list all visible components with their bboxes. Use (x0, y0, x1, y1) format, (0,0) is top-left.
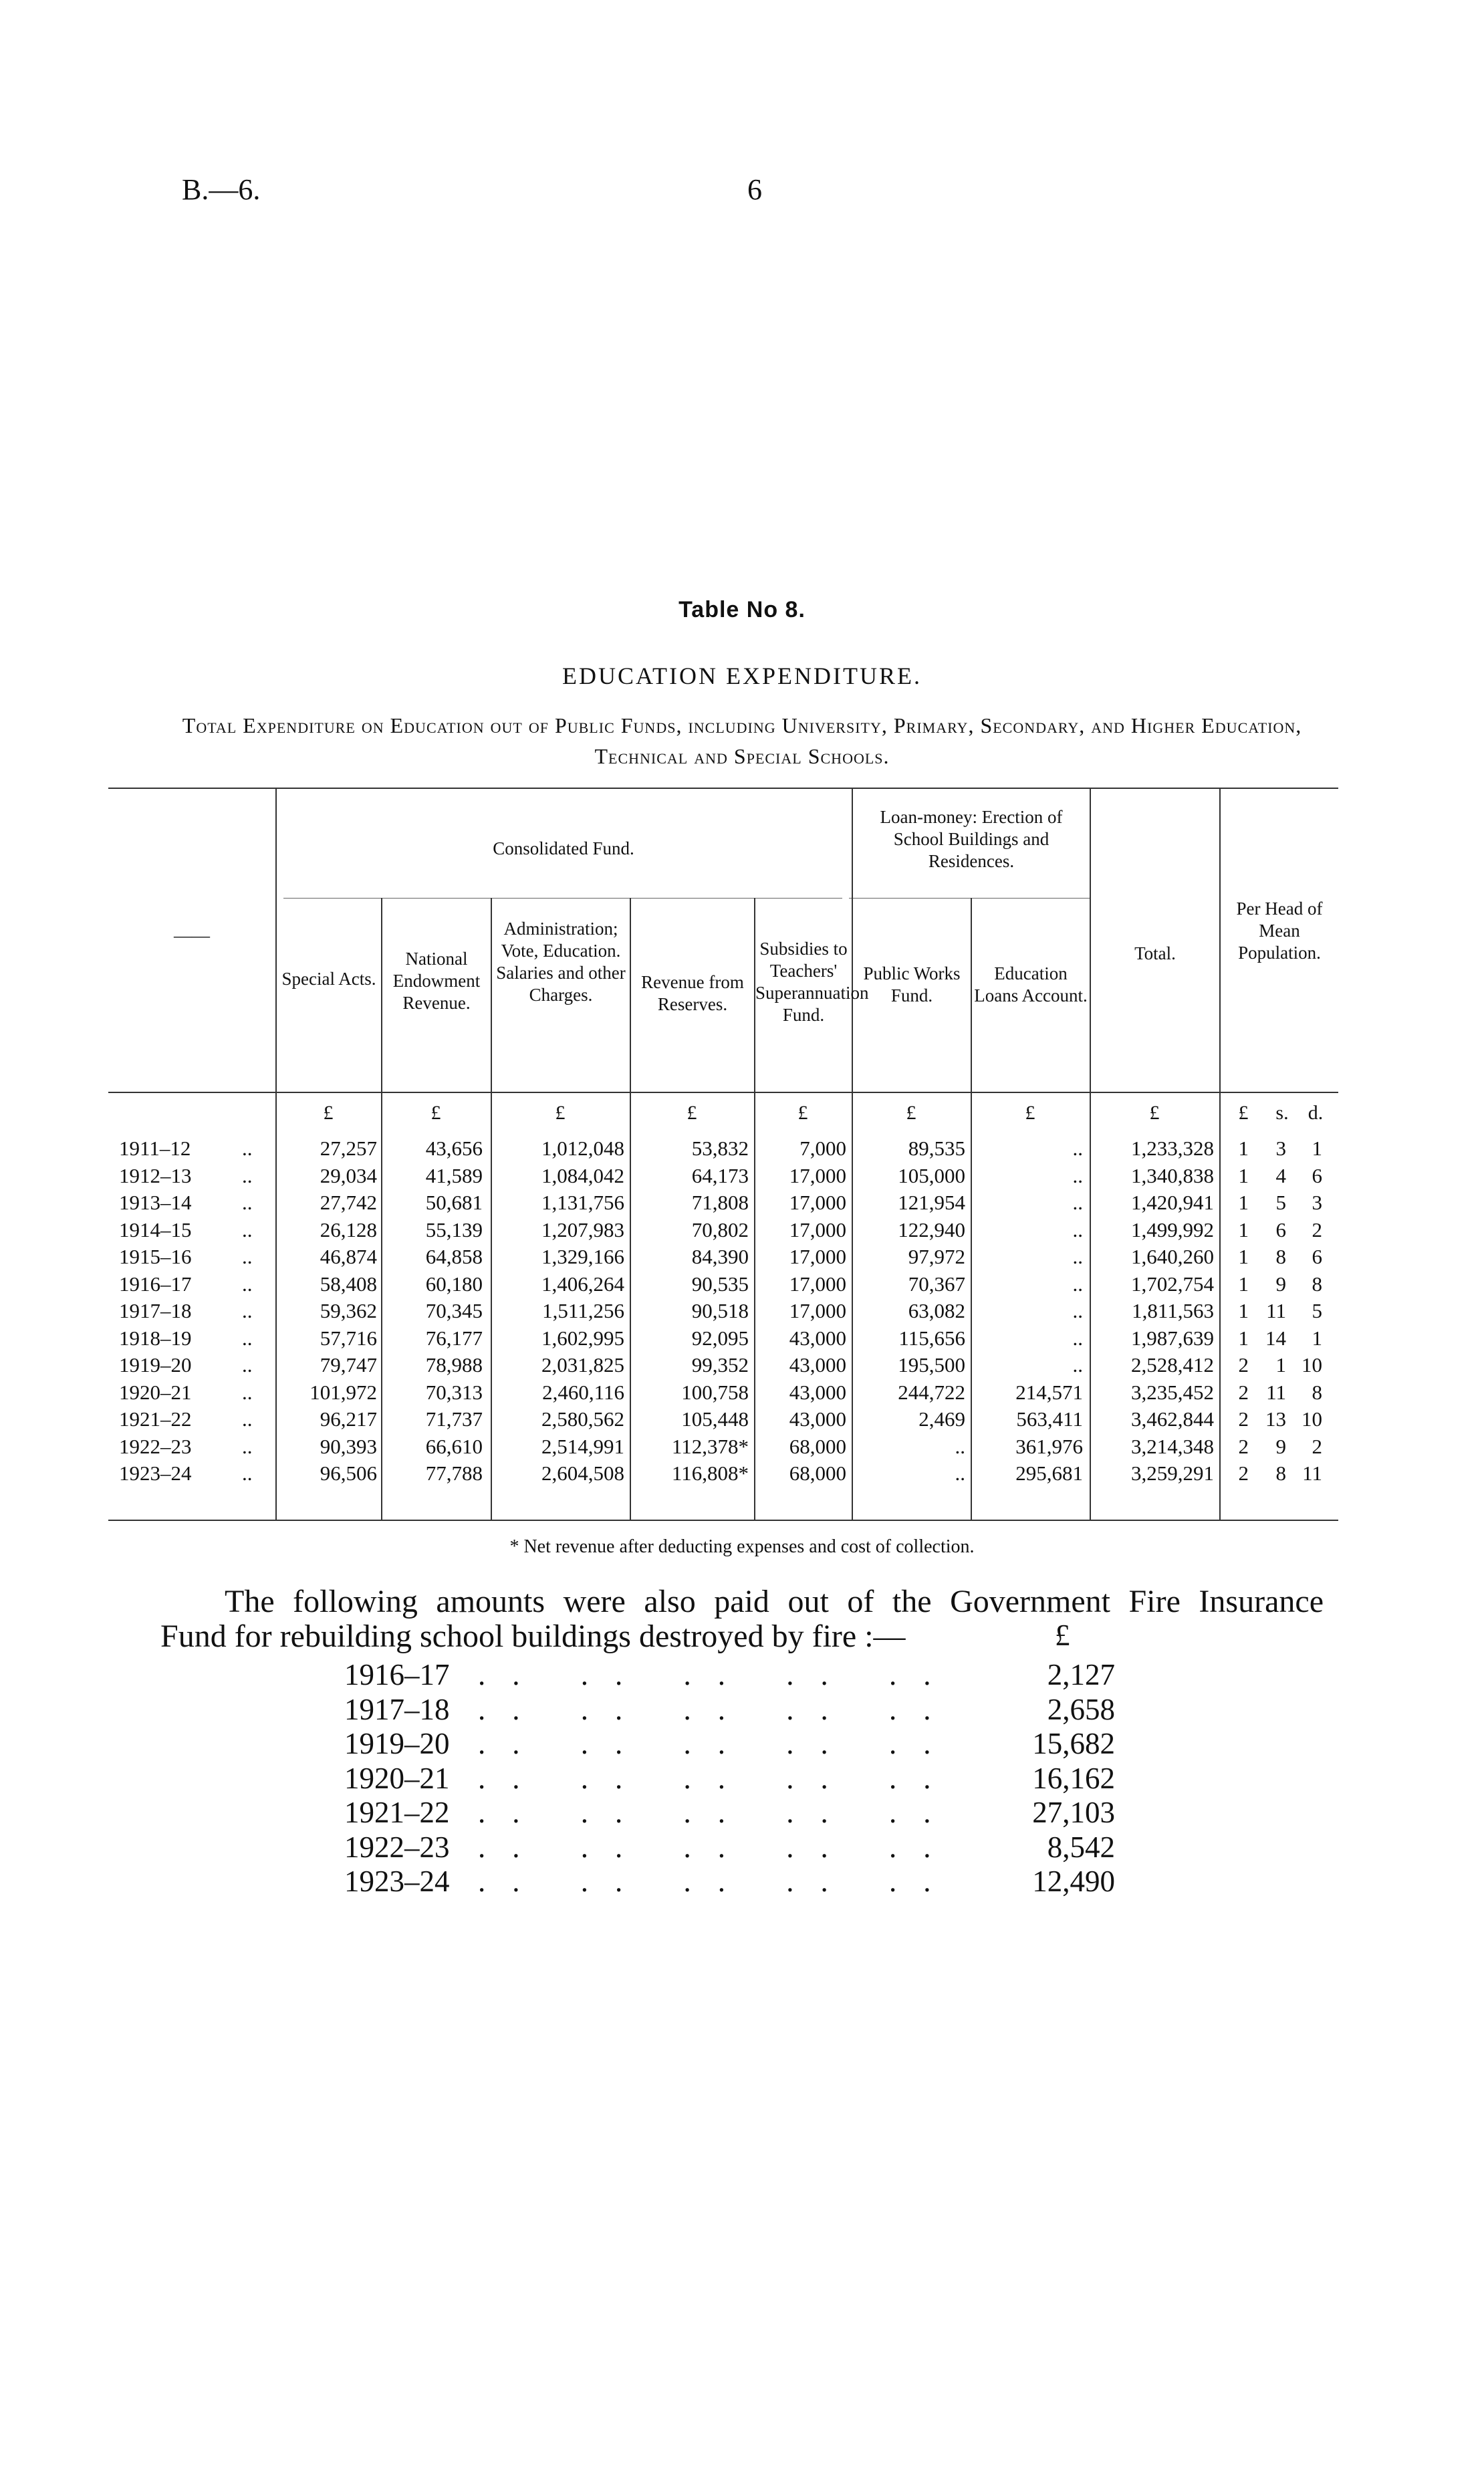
fire-fund-row (0, 1727, 1484, 1762)
table-title: Table No 8. (678, 597, 806, 622)
fire-fund-row (0, 1693, 1484, 1728)
cell-public-works: 97,972 (908, 1245, 965, 1268)
cell-per-head-s: 11 (1266, 1299, 1286, 1322)
cell-per-head-d: 8 (1312, 1380, 1322, 1404)
cell-public-works: 115,656 (898, 1326, 965, 1350)
cell-per-head-s: 5 (1275, 1191, 1286, 1214)
cell-reserves: 53,832 (691, 1137, 749, 1160)
unit-pound: £ (1025, 1102, 1035, 1124)
fire-year: 1917–18 (344, 1692, 450, 1726)
cell-special: 101,972 (310, 1380, 377, 1404)
table-bottom-rule (108, 1520, 1338, 1521)
cell-reserves: 92,095 (691, 1326, 749, 1350)
fire-year: 1923–24 (344, 1865, 450, 1898)
cell-admin: 1,329,166 (541, 1245, 624, 1268)
cell-per-head-s: 9 (1275, 1272, 1286, 1296)
cell-total: 2,528,412 (1131, 1353, 1214, 1377)
row-year: 1921–22 (119, 1407, 192, 1431)
cell-loans: .. (1072, 1217, 1083, 1241)
row-year: 1920–21 (119, 1380, 192, 1404)
cell-national: 78,988 (425, 1353, 483, 1377)
fire-fund-row (0, 1796, 1484, 1830)
cell-per-head-l: 1 (1238, 1272, 1249, 1296)
cell-per-head-s: 14 (1265, 1326, 1286, 1350)
unit-pound: £ (1238, 1102, 1249, 1124)
cell-total: 1,987,639 (1131, 1326, 1214, 1350)
cell-national: 50,681 (425, 1191, 483, 1214)
table-row (108, 1379, 1338, 1407)
cell-per-head-l: 2 (1238, 1434, 1249, 1458)
fire-fund-list (0, 1658, 1484, 1899)
cell-total: 3,259,291 (1131, 1461, 1214, 1485)
row-year: 1918–19 (119, 1326, 192, 1350)
cell-national: 70,313 (425, 1380, 483, 1404)
table-description: Total Expenditure on Education out of Public Funds, including University, Primary, Secondary, and Higher Education, Technical and Special Schools. (182, 713, 1302, 768)
revenue-reserves-header: Revenue from Reserves. (641, 972, 744, 1014)
row-leader-dots: .. (242, 1407, 253, 1431)
table-row (108, 1460, 1338, 1488)
consolidated-group-rule (283, 898, 842, 899)
cell-per-head-d: 6 (1312, 1245, 1322, 1268)
row-leader-dots: .. (242, 1163, 253, 1187)
row-leader-dots: .. (242, 1191, 253, 1214)
fire-amount: 27,103 (1032, 1796, 1115, 1829)
public-works-header: Public Works Fund. (863, 963, 961, 1005)
cell-public-works: 2,469 (918, 1407, 965, 1431)
cell-national: 43,656 (425, 1137, 483, 1160)
cell-loans: .. (1072, 1245, 1083, 1268)
fire-unit-pound: £ (1055, 1619, 1070, 1652)
cell-subsidies: 68,000 (789, 1461, 846, 1485)
cell-admin: 1,012,048 (541, 1137, 624, 1160)
cell-per-head-l: 1 (1238, 1217, 1249, 1241)
cell-subsidies: 17,000 (789, 1299, 846, 1322)
cell-loans: .. (1072, 1272, 1083, 1296)
fire-year: 1922–23 (344, 1830, 450, 1864)
fire-leader-dots: .. .. .. .. .. (478, 1796, 958, 1829)
cell-subsidies: 7,000 (799, 1137, 846, 1160)
table-row (108, 1217, 1338, 1244)
cell-loans: .. (1072, 1137, 1083, 1160)
cell-public-works: 89,535 (908, 1137, 965, 1160)
cell-loans: 563,411 (1016, 1407, 1083, 1431)
cell-per-head-s: 13 (1265, 1407, 1286, 1431)
unit-pound: £ (797, 1102, 808, 1124)
national-endowment-header: National Endowment Revenue. (392, 949, 481, 1013)
cell-subsidies: 43,000 (789, 1380, 846, 1404)
cell-per-head-s: 8 (1275, 1461, 1286, 1485)
cell-per-head-d: 10 (1302, 1407, 1322, 1431)
cell-admin: 1,131,756 (541, 1191, 624, 1214)
cell-public-works: 70,367 (908, 1272, 965, 1296)
unit-shillings: s. (1275, 1102, 1289, 1124)
cell-subsidies: 17,000 (789, 1163, 846, 1187)
cell-admin: 2,031,825 (541, 1353, 624, 1377)
cell-loans: 295,681 (1015, 1461, 1083, 1485)
cell-national: 64,858 (425, 1245, 483, 1268)
fire-amount: 12,490 (1032, 1865, 1115, 1898)
paragraph-line: Fund for rebuilding school buildings destroyed by fire :— (160, 1619, 906, 1654)
cell-loans: 361,976 (1015, 1434, 1083, 1458)
cell-per-head-s: 11 (1266, 1380, 1286, 1404)
cell-subsidies: 17,000 (789, 1272, 846, 1296)
table-row (108, 1271, 1338, 1298)
fire-amount: 16,162 (1032, 1761, 1115, 1795)
cell-public-works: .. (955, 1434, 965, 1458)
cell-admin: 2,580,562 (541, 1407, 624, 1431)
cell-public-works: 244,722 (898, 1380, 965, 1404)
row-year: 1922–23 (119, 1434, 192, 1458)
cell-special: 27,257 (320, 1137, 377, 1160)
cell-per-head-l: 1 (1238, 1245, 1249, 1268)
row-leader-dots: .. (242, 1461, 253, 1485)
cell-per-head-d: 10 (1302, 1353, 1322, 1377)
fire-leader-dots: .. .. .. .. .. (478, 1830, 958, 1864)
education-loans-header: Education Loans Account. (974, 963, 1088, 1005)
cell-admin: 1,207,983 (541, 1217, 624, 1241)
fire-leader-dots: .. .. .. .. .. (478, 1865, 958, 1898)
cell-per-head-s: 6 (1275, 1217, 1286, 1241)
row-year: 1916–17 (119, 1272, 192, 1296)
cell-reserves: 64,173 (691, 1163, 749, 1187)
unit-pound: £ (430, 1102, 441, 1124)
cell-reserves: 105,448 (681, 1407, 749, 1431)
cell-per-head-s: 9 (1275, 1434, 1286, 1458)
page-number: 6 (747, 173, 762, 206)
cell-per-head-d: 2 (1312, 1217, 1322, 1241)
table-row (108, 1244, 1338, 1271)
cell-reserves: 100,758 (681, 1380, 749, 1404)
cell-total: 3,214,348 (1131, 1434, 1214, 1458)
cell-special: 46,874 (320, 1245, 377, 1268)
cell-per-head-l: 1 (1238, 1163, 1249, 1187)
fire-leader-dots: .. .. .. .. .. (478, 1658, 958, 1691)
unit-pence: d. (1308, 1102, 1324, 1124)
page-reference: B.—6. (182, 173, 261, 206)
cell-per-head-d: 8 (1312, 1272, 1322, 1296)
total-header: Total. (1134, 943, 1176, 963)
table-row (108, 1135, 1338, 1163)
cell-per-head-d: 1 (1312, 1326, 1322, 1350)
cell-reserves: 116,808* (671, 1461, 749, 1485)
row-leader-dots: .. (242, 1434, 253, 1458)
cell-special: 79,747 (320, 1353, 377, 1377)
loan-group-rule (849, 898, 1090, 899)
cell-special: 59,362 (320, 1299, 377, 1322)
table-row (108, 1189, 1338, 1217)
cell-public-works: 121,954 (898, 1191, 965, 1214)
cell-admin: 1,406,264 (541, 1272, 624, 1296)
cell-per-head-d: 1 (1312, 1137, 1322, 1160)
row-year: 1915–16 (119, 1245, 192, 1268)
cell-total: 1,340,838 (1131, 1163, 1214, 1187)
unit-pound: £ (323, 1102, 334, 1124)
row-year: 1914–15 (119, 1217, 192, 1241)
paragraph-line: The following amounts were also paid out of the Government Fire Insurance (225, 1584, 1324, 1619)
fire-year: 1916–17 (344, 1658, 450, 1691)
table-row (108, 1352, 1338, 1379)
fire-amount: 8,542 (1047, 1830, 1115, 1864)
cell-national: 60,180 (425, 1272, 483, 1296)
cell-per-head-l: 1 (1238, 1137, 1249, 1160)
cell-subsidies: 43,000 (789, 1353, 846, 1377)
cell-total: 1,233,328 (1131, 1137, 1214, 1160)
row-year: 1919–20 (119, 1353, 192, 1377)
row-leader-dots: .. (242, 1272, 253, 1296)
cell-admin: 1,084,042 (541, 1163, 624, 1187)
table-row (108, 1433, 1338, 1461)
row-leader-dots: .. (242, 1326, 253, 1350)
table-body (108, 1135, 1338, 1488)
cell-per-head-s: 8 (1275, 1245, 1286, 1268)
cell-total: 1,640,260 (1131, 1245, 1214, 1268)
cell-per-head-d: 3 (1312, 1191, 1322, 1214)
per-head-header: Per Head of Mean Population. (1236, 899, 1323, 963)
cell-subsidies: 68,000 (789, 1434, 846, 1458)
row-leader-dots: .. (242, 1137, 253, 1160)
fire-leader-dots: .. .. .. .. .. (478, 1692, 958, 1726)
row-year: 1923–24 (119, 1461, 192, 1485)
administration-header: Administration; Vote, Education. Salaries and other Charges. (496, 919, 626, 1005)
cell-total: 1,811,563 (1132, 1299, 1214, 1322)
cell-public-works: .. (955, 1461, 965, 1485)
cell-special: 27,742 (320, 1191, 377, 1214)
cell-admin: 1,511,256 (542, 1299, 624, 1322)
table-row (108, 1406, 1338, 1433)
cell-reserves: 112,378* (671, 1434, 749, 1458)
cell-special: 90,393 (320, 1434, 377, 1458)
row-year: 1911–12 (119, 1137, 191, 1160)
fire-fund-row (0, 1762, 1484, 1796)
fire-fund-row (0, 1830, 1484, 1865)
cell-per-head-l: 1 (1238, 1191, 1249, 1214)
cell-admin: 2,604,508 (541, 1461, 624, 1485)
cell-special: 58,408 (320, 1272, 377, 1296)
cell-loans: .. (1072, 1299, 1083, 1322)
cell-public-works: 195,500 (898, 1353, 965, 1377)
row-leader-dots: .. (242, 1353, 253, 1377)
cell-loans: .. (1072, 1326, 1083, 1350)
row-year: 1913–14 (119, 1191, 192, 1214)
cell-total: 3,235,452 (1131, 1380, 1214, 1404)
cell-national: 76,177 (425, 1326, 483, 1350)
cell-reserves: 70,802 (691, 1217, 749, 1241)
unit-pound: £ (687, 1102, 697, 1124)
cell-loans: .. (1072, 1353, 1083, 1377)
cell-subsidies: 43,000 (789, 1326, 846, 1350)
consolidated-fund-header: Consolidated Fund. (493, 838, 634, 858)
cell-national: 77,788 (425, 1461, 483, 1485)
cell-per-head-d: 2 (1312, 1434, 1322, 1458)
cell-admin: 2,514,991 (541, 1434, 624, 1458)
unit-pound: £ (1149, 1102, 1160, 1124)
cell-subsidies: 43,000 (789, 1407, 846, 1431)
cell-loans: .. (1072, 1191, 1083, 1214)
fire-amount: 2,658 (1047, 1692, 1115, 1726)
cell-subsidies: 17,000 (789, 1191, 846, 1214)
cell-per-head-l: 1 (1238, 1326, 1249, 1350)
special-acts-header: Special Acts. (281, 969, 376, 989)
cell-per-head-l: 2 (1238, 1407, 1249, 1431)
cell-total: 3,462,844 (1131, 1407, 1214, 1431)
row-year: 1912–13 (119, 1163, 192, 1187)
cell-subsidies: 17,000 (789, 1217, 846, 1241)
cell-loans: 214,571 (1015, 1380, 1083, 1404)
cell-per-head-s: 1 (1275, 1353, 1286, 1377)
fire-year: 1921–22 (344, 1796, 450, 1829)
subsidies-header: Subsidies to Teachers' Superannuation Fund. (755, 939, 869, 1025)
row-leader-dots: .. (242, 1299, 253, 1322)
row-leader-dots: .. (242, 1217, 253, 1241)
cell-total: 1,702,754 (1131, 1272, 1214, 1296)
cell-national: 41,589 (425, 1163, 483, 1187)
row-leader-dots: .. (242, 1380, 253, 1404)
cell-national: 55,139 (425, 1217, 483, 1241)
cell-total: 1,420,941 (1131, 1191, 1214, 1214)
cell-national: 66,610 (425, 1434, 483, 1458)
cell-per-head-d: 6 (1312, 1163, 1322, 1187)
cell-reserves: 99,352 (691, 1353, 749, 1377)
fire-amount: 2,127 (1047, 1658, 1115, 1691)
header-bottom-rule (108, 1092, 1338, 1093)
cell-per-head-s: 4 (1275, 1163, 1286, 1187)
cell-per-head-l: 2 (1238, 1353, 1249, 1377)
cell-national: 71,737 (425, 1407, 483, 1431)
fire-year: 1919–20 (344, 1727, 450, 1760)
fire-year: 1920–21 (344, 1761, 450, 1795)
cell-subsidies: 17,000 (789, 1245, 846, 1268)
cell-public-works: 105,000 (898, 1163, 965, 1187)
cell-special: 96,217 (320, 1407, 377, 1431)
cell-loans: .. (1072, 1163, 1083, 1187)
table-row (108, 1163, 1338, 1190)
table-row (108, 1298, 1338, 1325)
stub-header: —— (174, 925, 210, 945)
footnote: * Net revenue after deducting expenses and cost of collection. (509, 1536, 975, 1557)
cell-total: 1,499,992 (1131, 1217, 1214, 1241)
cell-per-head-d: 11 (1302, 1461, 1322, 1485)
cell-public-works: 122,940 (898, 1217, 965, 1241)
cell-reserves: 71,808 (691, 1191, 749, 1214)
cell-admin: 1,602,995 (541, 1326, 624, 1350)
unit-pound: £ (555, 1102, 566, 1124)
unit-pound: £ (906, 1102, 916, 1124)
cell-reserves: 84,390 (691, 1245, 749, 1268)
fire-leader-dots: .. .. .. .. .. (478, 1761, 958, 1795)
fire-fund-row (0, 1658, 1484, 1693)
cell-per-head-l: 2 (1238, 1380, 1249, 1404)
cell-special: 96,506 (320, 1461, 377, 1485)
loan-money-header: Loan-money: Erection of School Buildings and Residences. (880, 807, 1063, 871)
cell-per-head-s: 3 (1275, 1137, 1286, 1160)
cell-per-head-l: 2 (1238, 1461, 1249, 1485)
cell-national: 70,345 (425, 1299, 483, 1322)
cell-per-head-l: 1 (1238, 1299, 1249, 1322)
fire-fund-row (0, 1865, 1484, 1899)
row-year: 1917–18 (119, 1299, 192, 1322)
cell-reserves: 90,518 (691, 1299, 749, 1322)
cell-special: 57,716 (320, 1326, 377, 1350)
cell-special: 26,128 (320, 1217, 377, 1241)
table-top-rule (108, 788, 1338, 789)
table-subtitle: EDUCATION EXPENDITURE. (562, 663, 922, 689)
row-leader-dots: .. (242, 1245, 253, 1268)
cell-admin: 2,460,116 (542, 1380, 624, 1404)
cell-reserves: 90,535 (691, 1272, 749, 1296)
fire-insurance-paragraph (160, 1584, 1324, 1654)
fire-leader-dots: .. .. .. .. .. (478, 1727, 958, 1760)
cell-special: 29,034 (320, 1163, 377, 1187)
expenditure-table (108, 788, 1338, 1523)
cell-per-head-d: 5 (1312, 1299, 1322, 1322)
fire-amount: 15,682 (1032, 1727, 1115, 1760)
cell-public-works: 63,082 (908, 1299, 965, 1322)
table-row (108, 1325, 1338, 1352)
